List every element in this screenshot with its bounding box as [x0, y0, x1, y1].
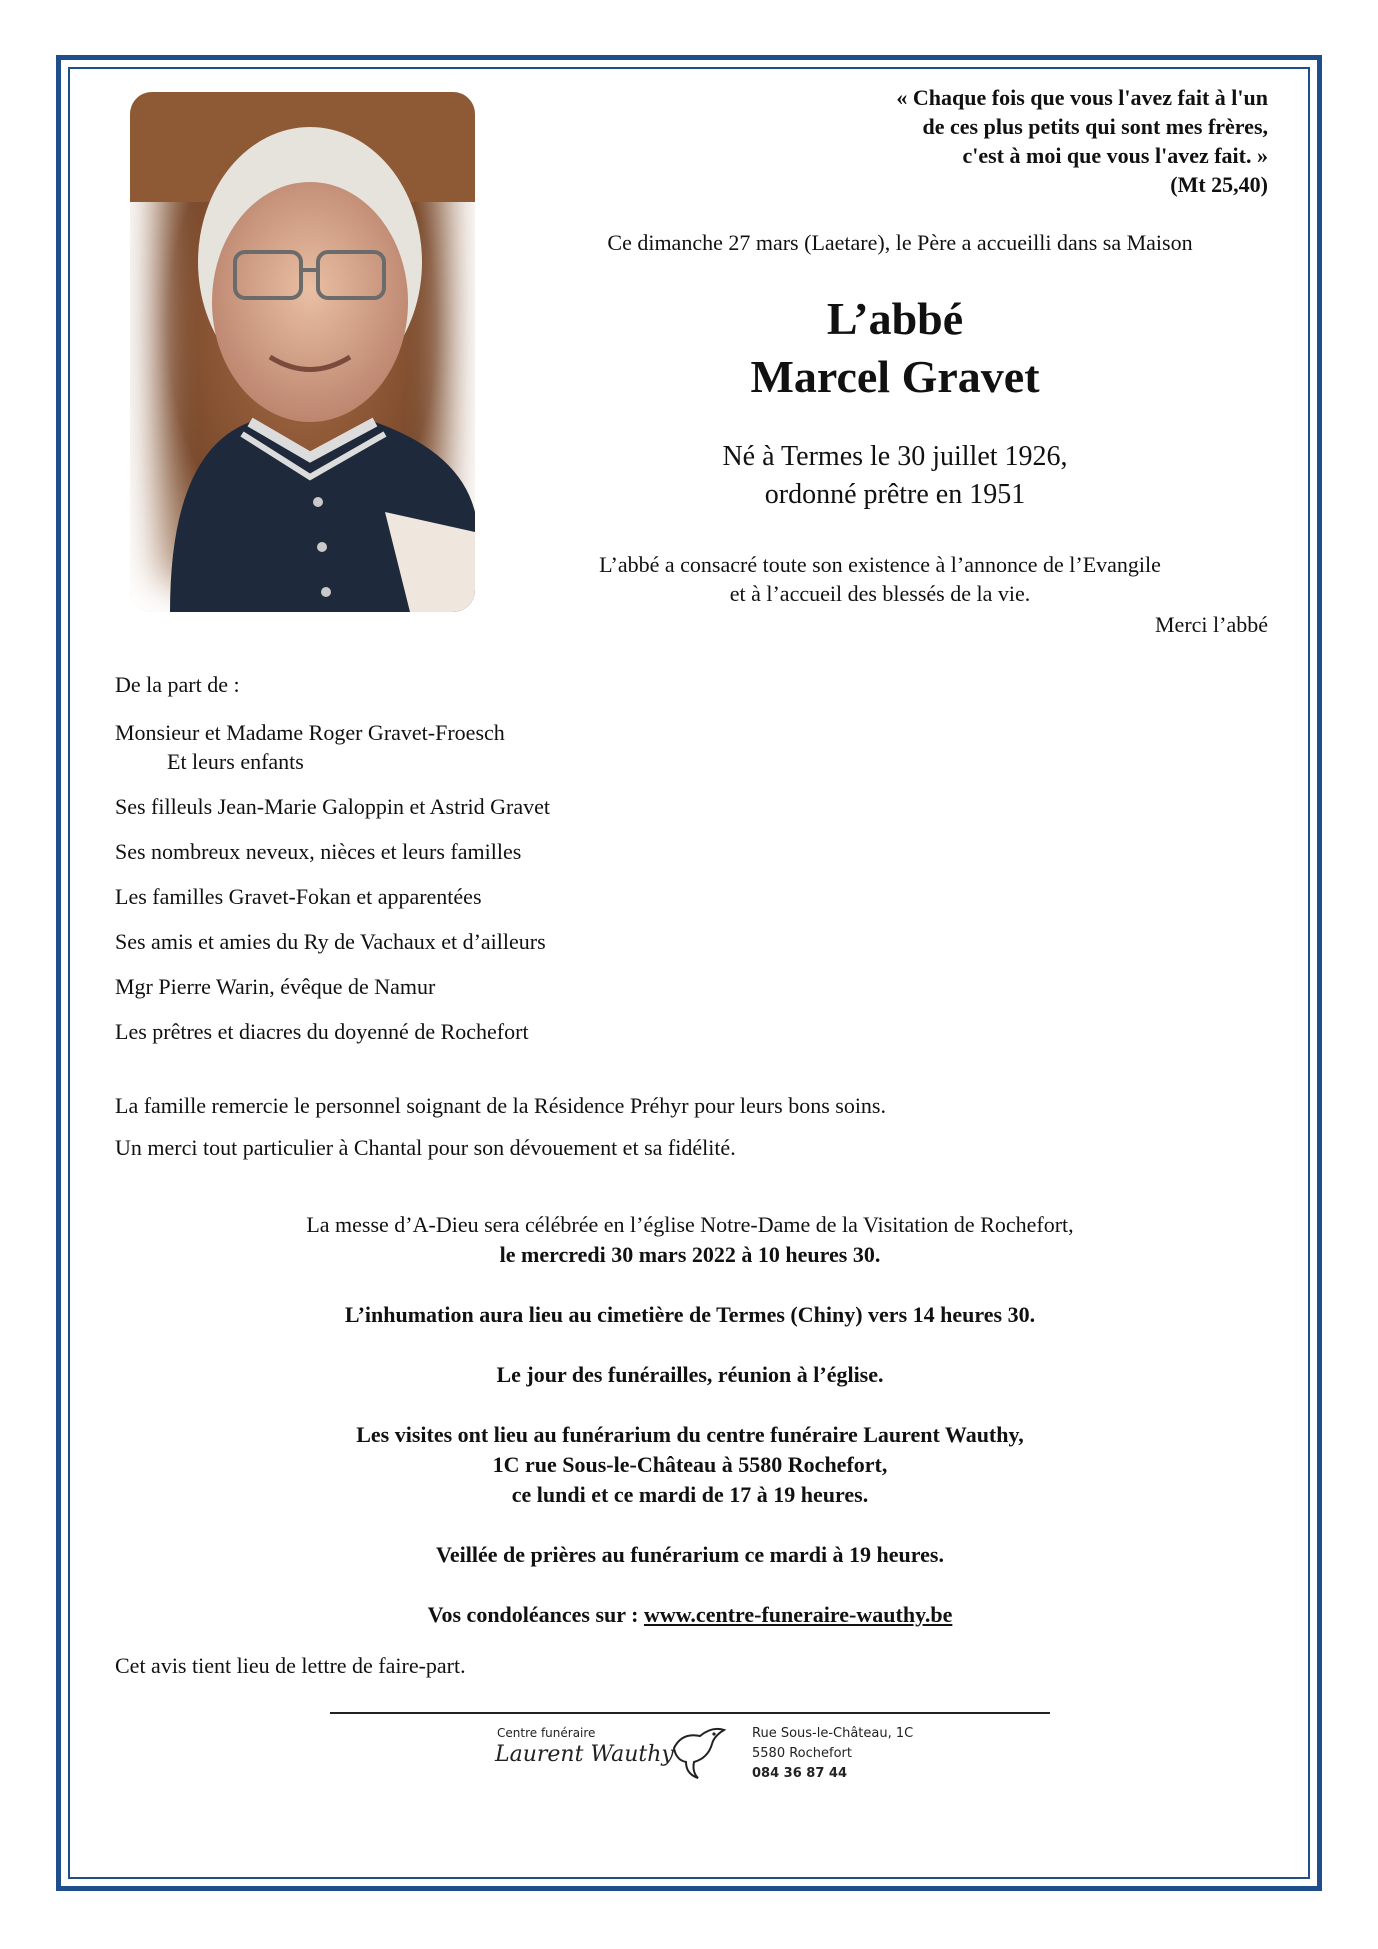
family-thanks — [115, 1085, 886, 1169]
intro-text: Ce dimanche 27 mars (Laetare), le Père a accueilli dans sa Maison — [607, 230, 1193, 255]
visits-line-3: ce lundi et ce mardi de 17 à 19 heures. — [511, 1482, 869, 1507]
quote-line: de ces plus petits qui sont mes frères, — [922, 114, 1268, 139]
list-item — [115, 718, 550, 776]
address-street: Rue Sous-le-Château, 1C — [752, 1726, 914, 1741]
birth-ordination — [580, 438, 1210, 514]
ordained-line: ordonné prêtre en 1951 — [764, 479, 1026, 510]
visits-line-1: Les visites ont lieu au funérarium du centre funéraire Laurent Wauthy, — [356, 1422, 1024, 1447]
meeting-text: Le jour des funérailles, réunion à l’église. — [496, 1362, 884, 1387]
devotion-line-1: L’abbé a consacré toute son existence à l’annonce de l’Evangile — [599, 552, 1161, 577]
thanks-signature: Merci l’abbé — [1155, 612, 1268, 637]
quote-line: c'est à moi que vous l'avez fait. » — [962, 143, 1268, 168]
family-list — [115, 718, 550, 1062]
condolences-label: Vos condoléances sur : — [427, 1602, 644, 1627]
title-line-2: Marcel Gravet — [750, 351, 1040, 402]
list-item: Mgr Pierre Warin, évêque de Namur — [115, 974, 436, 999]
deceased-name — [580, 290, 1210, 406]
family-item-sub: Et leurs enfants — [167, 749, 304, 774]
list-item: Ses nombreux neveux, nièces et leurs familles — [115, 839, 522, 864]
family-item-text: Monsieur et Madame Roger Gravet-Froesch — [115, 720, 505, 745]
vigil-text: Veillée de prières au funérarium ce mardi à 19 heures. — [436, 1542, 944, 1567]
address-phone: 084 36 87 44 — [752, 1766, 847, 1781]
address-city: 5580 Rochefort — [752, 1746, 852, 1761]
quote-reference: (Mt 25,40) — [1170, 172, 1268, 197]
condolences-line — [150, 1600, 1230, 1630]
dove-icon — [668, 1718, 728, 1787]
logo-small-text: Centre funéraire — [497, 1726, 596, 1740]
from-label: De la part de : — [115, 672, 240, 697]
closing-note: Cet avis tient lieu de lettre de faire-part. — [115, 1653, 466, 1678]
mass-text: La messe d’A-Dieu sera célébrée en l’église Notre-Dame de la Visitation de Rochefort, — [306, 1212, 1074, 1237]
mass-date: le mercredi 30 mars 2022 à 10 heures 30. — [499, 1242, 881, 1267]
funeral-home-address — [752, 1724, 913, 1784]
bible-quote — [680, 83, 1268, 199]
logo-script-text: Laurent Wauthy — [495, 1742, 674, 1767]
ceremony-details — [150, 1210, 1230, 1630]
list-item: Les prêtres et diacres du doyenné de Rochefort — [115, 1019, 529, 1044]
thanks-line-2: Un merci tout particulier à Chantal pour son dévouement et sa fidélité. — [115, 1135, 736, 1160]
burial-text: L’inhumation aura lieu au cimetière de Termes (Chiny) vers 14 heures 30. — [344, 1302, 1036, 1327]
quote-line: « Chaque fois que vous l'avez fait à l'un — [896, 85, 1268, 110]
devotion-text — [540, 550, 1220, 608]
born-line: Né à Termes le 30 juillet 1926, — [722, 441, 1068, 472]
list-item: Les familles Gravet-Fokan et apparentées — [115, 884, 482, 909]
list-item: Ses filleuls Jean-Marie Galoppin et Astrid Gravet — [115, 794, 551, 819]
condolences-link[interactable]: www.centre-funeraire-wauthy.be — [643, 1602, 953, 1627]
footer-divider — [330, 1712, 1050, 1714]
thanks-line-1: La famille remercie le personnel soignant de la Résidence Préhyr pour leurs bons soins. — [115, 1093, 886, 1118]
visits-line-2: 1C rue Sous-le-Château à 5580 Rochefort, — [492, 1452, 888, 1477]
title-line-1: L’abbé — [826, 293, 964, 344]
devotion-line-2: et à l’accueil des blessés de la vie. — [729, 581, 1031, 606]
list-item: Ses amis et amies du Ry de Vachaux et d’ailleurs — [115, 929, 546, 954]
portrait-photo — [130, 92, 475, 612]
